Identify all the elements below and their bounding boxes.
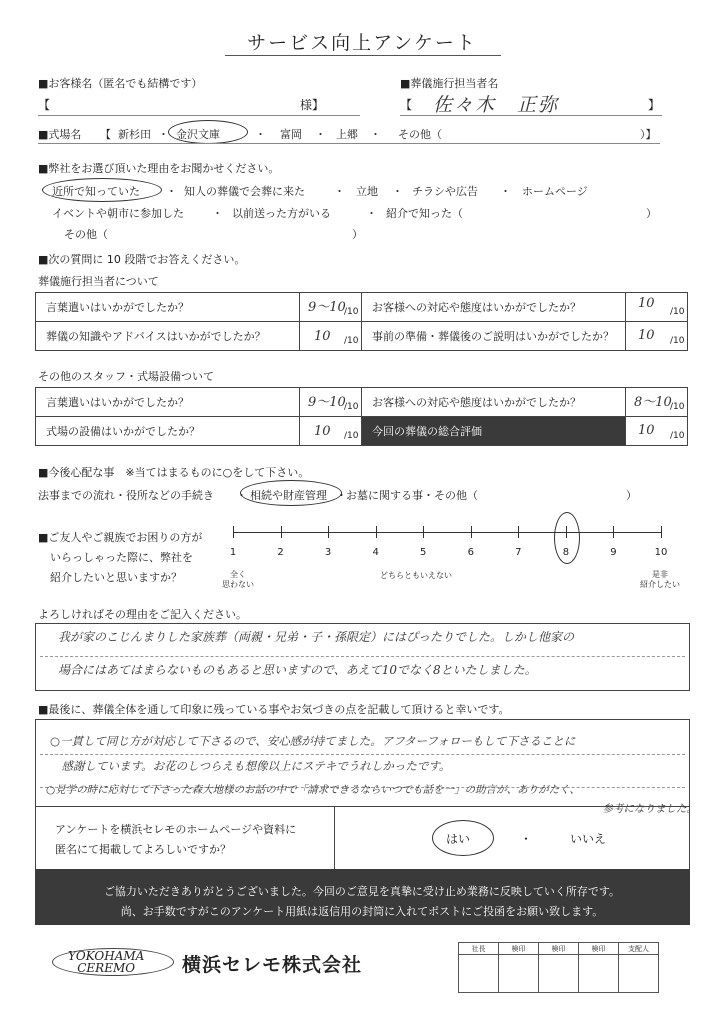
footer-notice-line: 尚、お手数ですがこのアンケート用紙は返信用の封筒に入れてポストにご投函をお願い致します。	[120, 905, 604, 918]
reason-sep: ・	[500, 185, 511, 198]
score-value: 10	[638, 423, 655, 438]
venue-sep: ・	[315, 128, 326, 141]
question-cell: お客様への対応や態度はいかがでしたか？	[361, 292, 626, 322]
title-underline	[225, 55, 501, 56]
venue-option-kanazawabunko[interactable]: 金沢文庫	[176, 128, 220, 141]
concern-option-grave-other[interactable]: お墓に関する事・その他（	[346, 489, 478, 502]
score-value: 9〜10	[308, 395, 346, 410]
score-denominator: /10	[344, 336, 359, 346]
reason-write-line: 場合にはあてはまらないものもあると思いますので、あえて10でなく8といたしました。	[58, 663, 537, 677]
reason-option-other[interactable]: その他（	[64, 228, 108, 241]
staff-name-label: ■葬儀施行担当者名	[400, 77, 499, 90]
scale-tick[interactable]	[518, 526, 519, 538]
scale-number: 5	[420, 547, 427, 558]
venue-sep: ・	[370, 128, 381, 141]
recommend-label: ■ご友人やご親族でお困りの方が	[38, 531, 203, 544]
venue-sep: ・	[255, 128, 266, 141]
venue-option-other[interactable]: その他（	[398, 128, 442, 141]
score-cell[interactable]	[625, 387, 688, 417]
scale-number: 7	[515, 547, 522, 558]
score-cell[interactable]	[299, 321, 362, 351]
reason-referral-close: ）	[646, 207, 657, 220]
reason-option-event[interactable]: イベントや朝市に参加した	[52, 207, 184, 220]
question-cell: 事前の準備・葬儀後のご説明はいかがでしたか？	[361, 321, 626, 351]
impression-line: 参考になりました。	[592, 803, 697, 815]
reason-option-neighborhood[interactable]: 近所で知っていた	[52, 185, 140, 198]
logo-bottom-text: CEREMO	[77, 961, 136, 975]
reason-option-acquaintance-funeral[interactable]: 知人の葬儀で会葬に来た	[184, 185, 305, 198]
stamp-header: 社長	[459, 943, 499, 955]
scale-selected-circle	[554, 512, 580, 564]
stamp-header: 検印	[579, 943, 619, 955]
score-value: 10	[314, 329, 331, 344]
question-cell: 式場の設備はいかがでしたか？	[35, 416, 300, 446]
stamp-box	[619, 955, 659, 993]
venue-bracket-open: 【	[100, 128, 111, 141]
publish-answer-box	[334, 806, 690, 870]
concern-option-inheritance[interactable]: 相続や財産管理	[250, 489, 327, 502]
scale-number: 3	[324, 547, 332, 558]
reason-option-homepage[interactable]: ホームページ	[522, 185, 588, 198]
score-cell[interactable]	[299, 387, 362, 417]
customer-suffix: 様】	[300, 98, 325, 112]
scale-anchor-high: 是非 紹介したい	[640, 570, 680, 589]
score-cell[interactable]	[625, 292, 688, 322]
score-denominator: /10	[344, 431, 359, 441]
scale-number: 4	[372, 547, 379, 558]
score-cell[interactable]	[625, 321, 688, 351]
reason-option-previous[interactable]: 以前送った方がいる	[232, 207, 331, 220]
score-cell[interactable]	[299, 416, 362, 446]
scale-number: 8	[562, 547, 570, 558]
scale-tick[interactable]	[233, 526, 234, 538]
reason-option-flyer[interactable]: チラシや広告	[412, 185, 478, 198]
score-cell[interactable]	[625, 416, 688, 446]
reason-label: ■弊社をお選び頂いた理由をお聞かせください。	[38, 162, 280, 175]
scale-anchor-low: 全く 思わない	[222, 570, 254, 589]
concern-close: ）	[626, 489, 637, 502]
staff-section-heading: 葬儀施行担当者について	[38, 275, 159, 288]
venue-selected-circle	[168, 120, 248, 144]
other-section-heading: その他のスタッフ・式場設備ついて	[38, 370, 214, 383]
stamp-box	[579, 955, 619, 993]
reason-sep: ・	[166, 185, 177, 198]
write-rule	[40, 656, 685, 657]
company-name: 横浜セレモ株式会社	[182, 954, 363, 976]
stamp-header: 支配人	[619, 943, 659, 955]
question-cell: 葬儀の知識やアドバイスはいかがでしたか？	[35, 321, 300, 351]
question-cell: 言葉遣いはいかがでしたか？	[35, 387, 300, 417]
publish-separator: ・	[520, 832, 533, 846]
write-rule	[40, 754, 685, 755]
rating-intro: ■次の質問に 10 段階でお答えください。	[38, 253, 246, 266]
concern-option-procedures[interactable]: 法事までの流れ・役所などの手続き	[38, 489, 214, 502]
survey-title: サービス向上アンケート	[247, 32, 477, 54]
concerns-label: ■今後心配な事 ※当てはまるものに○をして下さい。	[38, 466, 310, 479]
stamp-box	[499, 955, 539, 993]
customer-name-field[interactable]	[38, 115, 360, 116]
venue-option-tomioka[interactable]: 富岡	[280, 128, 302, 141]
stamp-header: 検印	[499, 943, 539, 955]
reason-sep: ・	[212, 207, 223, 220]
publish-question: 匿名にて掲載してよろしいですか？	[55, 843, 231, 856]
impression-line: ○見学の時に応対して下さった森大地様のお話の中で「請求できるならいつでも話を一」の助言が、ありがたく、	[46, 784, 580, 796]
customer-bracket-open: 【	[38, 98, 51, 112]
venue-label: ■式場名	[38, 128, 82, 141]
scale-number: 2	[277, 547, 284, 558]
scale-number: 9	[610, 547, 617, 558]
recommend-label: いらっしゃった際に、弊社を	[50, 551, 193, 564]
scale-number: 10	[654, 547, 668, 558]
approval-stamp-table	[458, 942, 659, 993]
score-value: 9〜10	[308, 300, 346, 315]
overall-question-cell: 今回の葬儀の総合評価	[361, 416, 626, 446]
reason-other-close: ）	[352, 228, 363, 241]
logo-swirl	[52, 948, 174, 976]
impression-label: ■最後に、葬儀全体を通して印象に残っている事やお気づきの点を記載して頂けると幸いです。	[38, 703, 510, 716]
publish-no-option[interactable]: いいえ	[570, 832, 607, 846]
logo-top-text: YOKOHAMA	[68, 949, 145, 963]
recommend-label: 紹介したいと思いますか？	[50, 571, 182, 584]
stamp-header: 検印	[539, 943, 579, 955]
stamp-box	[459, 955, 499, 993]
scale-anchor-mid: どちらともいえない	[380, 571, 452, 580]
concern-sep: ・	[236, 489, 247, 502]
score-cell[interactable]	[299, 292, 362, 322]
reason-write-label: よろしければその理由をご記入ください。	[38, 608, 247, 621]
concern-sep: ・	[336, 489, 347, 502]
venue-option-kamigo[interactable]: 上郷	[336, 128, 358, 141]
impression-line: ○一貫して同じ方が対応して下さるので、安心感が持てました。アフターフォローもして下さることに	[50, 734, 576, 748]
venue-bracket-close: ）】	[640, 128, 657, 141]
scale-tick[interactable]	[328, 526, 329, 538]
staff-name-field[interactable]	[400, 115, 662, 116]
scale-tick[interactable]	[281, 526, 282, 538]
staff-bracket-close: 】	[648, 98, 661, 112]
scale-line	[233, 532, 661, 533]
stamp-box	[539, 955, 579, 993]
scale-number: 1	[229, 547, 237, 558]
staff-bracket-open: 【	[400, 98, 413, 112]
reason-write-line: 我が家のこじんまりした家族葬（両親・兄弟・子・孫限定）にはぴったりでした。しかし他家の	[58, 630, 575, 644]
venue-underline	[38, 143, 660, 144]
footer-notice-line: ご協力いただきありがとうございました。今回のご意見を真摯に受け止め業務に反映していく所存です。	[103, 885, 621, 898]
score-value: 8〜10	[634, 395, 672, 410]
score-denominator: /10	[344, 402, 359, 412]
publish-question: アンケートを横浜セレモのホームページや資料に	[55, 823, 297, 836]
score-denominator: /10	[670, 431, 685, 441]
score-denominator: /10	[344, 307, 359, 317]
score-value: 10	[638, 328, 655, 343]
question-cell: お客様への対応や態度はいかがでしたか？	[361, 387, 626, 417]
score-denominator: /10	[670, 402, 685, 412]
scale-tick[interactable]	[423, 526, 424, 538]
scale-tick[interactable]	[661, 526, 662, 538]
venue-option-shinsugita[interactable]: 新杉田	[118, 128, 151, 141]
reason-sep: ・	[392, 185, 403, 198]
score-value: 10	[638, 296, 655, 311]
customer-name-label: ■お客様名（匿名でも結構です）	[38, 77, 203, 90]
impression-line: 感謝しています。お花のしつらえも想像以上にステキでうれしかったです。	[50, 759, 451, 773]
reason-option-location[interactable]: 立地	[356, 185, 378, 198]
question-cell: 言葉遣いはいかがでしたか？	[35, 292, 300, 322]
scale-tick[interactable]	[613, 526, 614, 538]
scale-tick[interactable]	[471, 526, 472, 538]
scale-tick[interactable]	[376, 526, 377, 538]
scale-number: 6	[467, 547, 474, 558]
reason-sep: ・	[366, 207, 377, 220]
staff-name-handwritten: 佐々木 正弥	[433, 94, 560, 116]
publish-question-box	[35, 806, 335, 870]
reason-sep: ・	[334, 185, 345, 198]
reason-option-referral[interactable]: 紹介で知った（	[386, 207, 463, 220]
score-value: 10	[314, 424, 331, 439]
score-denominator: /10	[670, 336, 685, 346]
score-denominator: /10	[670, 307, 685, 317]
publish-yes-option[interactable]: はい	[446, 832, 471, 846]
venue-sep: ・	[158, 128, 169, 141]
